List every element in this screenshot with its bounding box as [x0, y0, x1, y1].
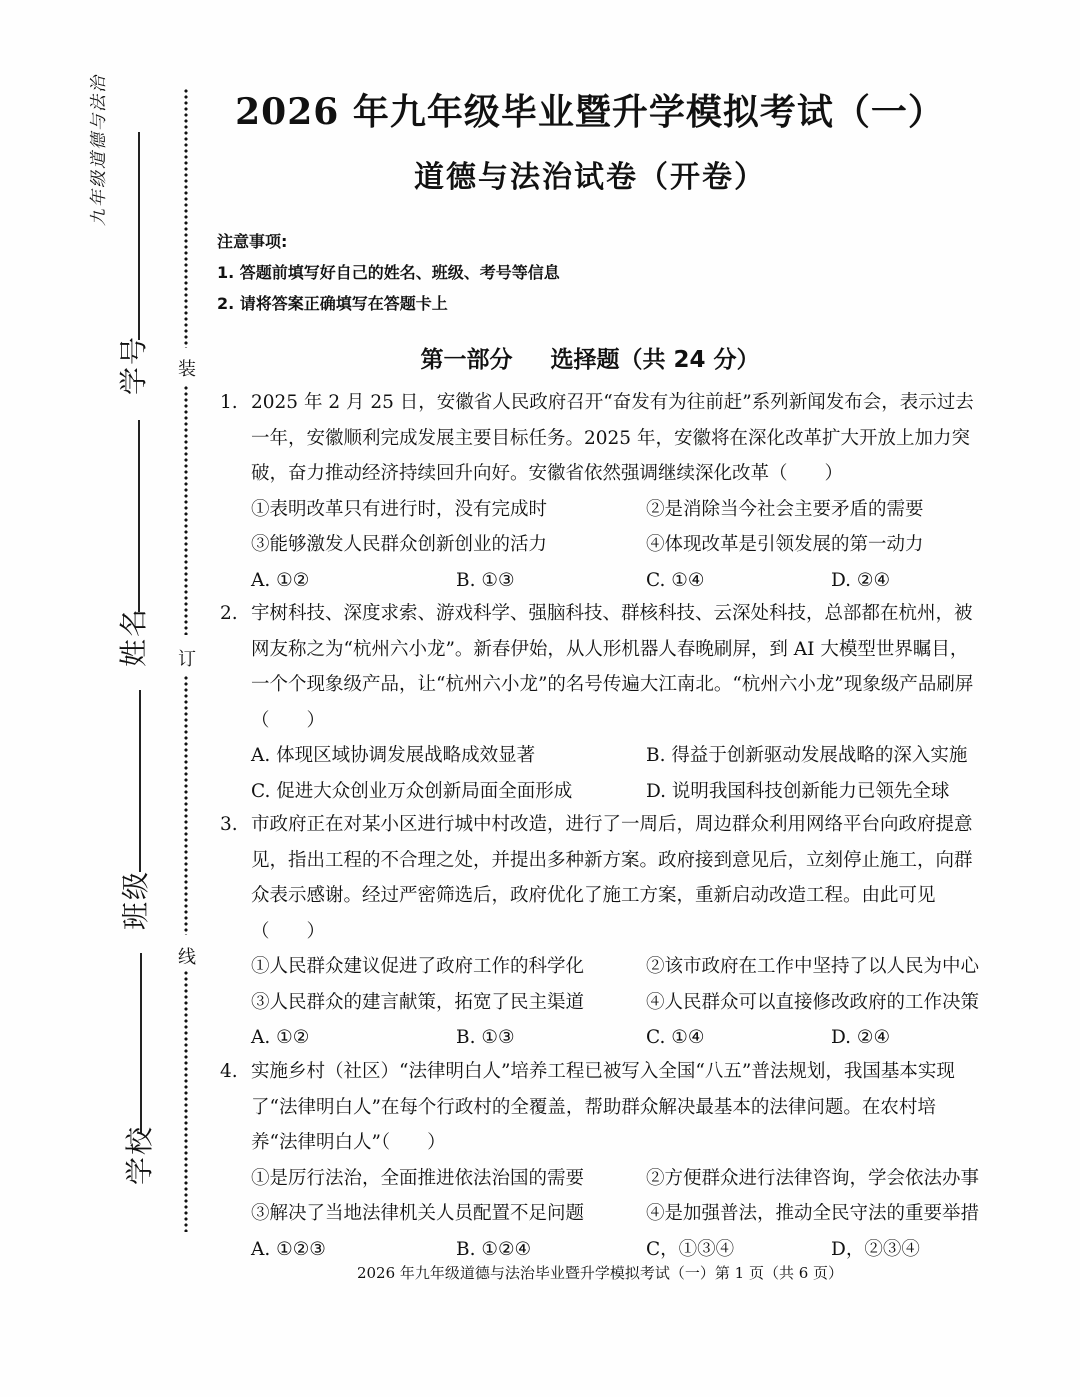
- question-2: [220, 596, 980, 809]
- question-number: 3.: [220, 814, 238, 835]
- choice-b[interactable]: B. ①③: [456, 569, 515, 591]
- notice-block: [217, 226, 560, 319]
- statement: ④人民群众可以直接修改政府的工作决策: [646, 991, 980, 1013]
- choice-c[interactable]: C. ①④: [646, 569, 705, 591]
- class-line[interactable]: [139, 690, 141, 872]
- statement: ③人民群众的建言献策，拓宽了民主渠道: [251, 991, 585, 1013]
- statement: ③能够激发人民群众创新创业的活力: [251, 534, 548, 555]
- choice-d[interactable]: D. ②④: [831, 569, 891, 591]
- statement: ③解决了当地法律机关人员配置不足问题: [251, 1203, 585, 1224]
- question-1: [220, 385, 980, 598]
- statement: ①表明改革只有进行时，没有完成时: [251, 498, 548, 520]
- choice-a[interactable]: A. ①②: [251, 1027, 310, 1048]
- choice-d[interactable]: D. 说明我国科技创新能力已领先全球: [646, 780, 950, 802]
- question-stem: 2025 年 2 月 25 日，安徽省人民政府召开“奋发有为往前赶”系列新闻发布会，表示过去一年，安徽顺利完成发展主要目标任务。2025 年，安徽将在深化改革扩大开放上加力突破，奋力推动经济持续回升向好。安徽省依然强调继续深化改革（ ）: [251, 392, 974, 484]
- notice-heading: 注意事项:: [217, 232, 288, 251]
- notice-item: 1. 答题前填写好自己的姓名、班级、考号等信息: [217, 263, 560, 282]
- student-id-line[interactable]: [138, 132, 140, 340]
- question-number: 2.: [220, 603, 238, 624]
- exam-title: 2026 年九年级毕业暨升学模拟考试（一）: [235, 91, 945, 133]
- name-line[interactable]: [138, 420, 140, 612]
- name-label: 姓名: [117, 606, 150, 667]
- section-name: 选择题（共 24 分）: [550, 347, 760, 373]
- statement: ④体现改革是引领发展的第一动力: [646, 534, 924, 555]
- binding-mark-xian: 线: [176, 943, 198, 969]
- school-label: 学校: [123, 1124, 156, 1185]
- choice-b[interactable]: B. 得益于创新驱动发展战略的深入实施: [646, 745, 968, 766]
- binding-dotted-line: [184, 970, 188, 1232]
- school-line[interactable]: [140, 953, 142, 1133]
- binding-mark-zhuang: 装: [176, 355, 198, 381]
- section-part: 第一部分: [420, 347, 513, 373]
- choice-a[interactable]: A. ①②③: [251, 1238, 326, 1260]
- choice-c[interactable]: C. ①④: [646, 1027, 705, 1048]
- choice-b[interactable]: B. ①②④: [456, 1238, 532, 1260]
- choice-a[interactable]: A. ①②: [251, 569, 310, 591]
- question-stem: 市政府正在对某小区进行城中村改造，进行了一周后，周边群众利用网络平台向政府提意见，指出工程的不合理之处，并提出多种新方案。政府接到意见后，立刻停止施工，向群众表示感谢。经过严密筛选后，政府优化了施工方案，重新启动改造工程。由此可见（ ）: [251, 814, 973, 942]
- choice-d[interactable]: D，②③④: [831, 1238, 920, 1260]
- binding-dotted-line: [184, 675, 188, 935]
- binding-mark-ding: 订: [176, 645, 198, 671]
- question-stem: 实施乡村（社区）“法律明白人”培养工程已被写入全国“八五”普法规划，我国基本实现了“法律明白人”在每个行政村的全覆盖，帮助群众解决最基本的法律问题。在农村培养“法律明白人”（ ）: [251, 1061, 955, 1153]
- student-id-label: 学号: [117, 334, 150, 395]
- notice-item: 2. 请将答案正确填写在答题卡上: [217, 294, 448, 313]
- class-label: 班级: [119, 869, 152, 930]
- statement: ②该市政府在工作中坚持了以人民为中心: [646, 956, 980, 977]
- choice-a[interactable]: A. 体现区域协调发展战略成效显著: [251, 745, 536, 766]
- margin-subject-label: 九年级道德与法治: [89, 74, 109, 226]
- statement: ①人民群众建议促进了政府工作的科学化: [251, 956, 585, 977]
- question-stem: 宇树科技、深度求索、游戏科学、强脑科技、群核科技、云深处科技，总部都在杭州，被网友称之为“杭州六小龙”。新春伊始，从人形机器人春晚刷屏，到 AI 大模型世界瞩目，一个个现象级产品，让“杭州六小龙”的名号传遍大江南北。“杭州六小龙”现象级产品刷屏（ ）: [251, 603, 974, 731]
- question-3: [220, 807, 980, 1056]
- question-4: [220, 1054, 980, 1267]
- binding-dotted-line: [184, 385, 188, 635]
- choice-c[interactable]: C，①③④: [646, 1238, 735, 1260]
- statement: ②是消除当今社会主要矛盾的需要: [646, 498, 924, 520]
- question-number: 4.: [220, 1061, 238, 1082]
- choice-b[interactable]: B. ①③: [456, 1027, 515, 1048]
- choice-d[interactable]: D. ②④: [831, 1027, 891, 1048]
- binding-dotted-line: [184, 88, 188, 348]
- choice-c[interactable]: C. 促进大众创业万众创新局面全面形成: [251, 780, 573, 802]
- exam-subtitle: 道德与法治试卷（开卷）: [414, 160, 766, 195]
- question-number: 1.: [220, 392, 238, 413]
- statement: ④是加强普法，推动全民守法的重要举措: [646, 1203, 980, 1224]
- page-footer: 2026 年九年级道德与法治毕业暨升学模拟考试（一）第 1 页（共 6 页）: [356, 1264, 844, 1282]
- statement: ②方便群众进行法律咨询，学会依法办事: [646, 1167, 980, 1189]
- section-heading: [200, 341, 980, 374]
- statement: ①是厉行法治，全面推进依法治国的需要: [251, 1167, 585, 1189]
